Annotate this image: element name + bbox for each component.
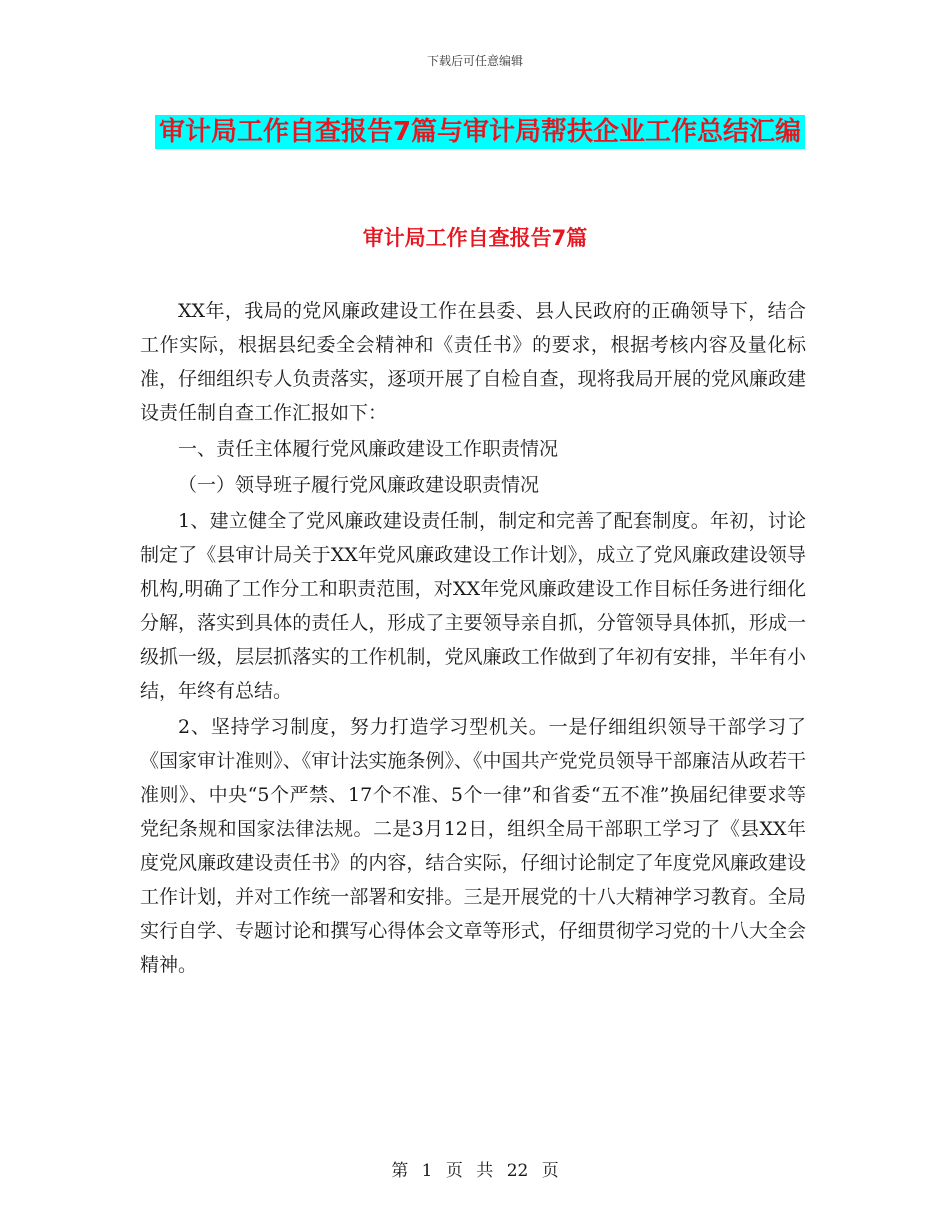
paragraph-item-2: 2、坚持学习制度，努力打造学习型机关。一是仔细组织领导干部学习了《国家审计准则》、《审计法实施条例》、《中国共产党党员领导干部廉洁从政若干准则》、中央“5个严禁、17个不准、5个一律”和省委“五不准”换届纪律要求等党纪条规和国家法律法规。二是3月12日，组织全局干部职工学习了《县XX年度党风廉政建设责任书》的内容，结合实际，仔细讨论制定了年度党风廉政建设工作计划，并对工作统一部署和安排。三是开展党的十八大精神学习教育。全局实行自学、专题讨论和撰写心得体会文章等形式，仔细贯彻学习党的十八大全会精神。: [140, 716, 806, 976]
header-note: 下载后可任意编辑: [426, 54, 523, 68]
paragraph-heading-1: 一、责任主体履行党风廉政建设工作职责情况: [178, 438, 559, 460]
document-body: [140, 294, 806, 982]
page-number-footer: 第 1 页 共 22 页: [391, 1161, 559, 1181]
paragraph-intro: XX年，我局的党风廉政建设工作在县委、县人民政府的正确领导下，结合工作实际，根据县纪委全会精神和《责任书》的要求，根据考核内容及量化标准，仔细组织专人负责落实，逐项开展了自检自查，现将我局开展的党风廉政建设责任制自查工作汇报如下：: [140, 300, 806, 424]
paragraph-item-1: 1、建立健全了党风廉政建设责任制，制定和完善了配套制度。年初，讨论制定了《县审计局关于XX年党风廉政建设工作计划》，成立了党风廉政建设领导机构,明确了工作分工和职责范围，对XX年党风廉政建设工作目标任务进行细化分解，落实到具体的责任人，形成了主要领导亲自抓，分管领导具体抓，形成一级抓一级，层层抓落实的工作机制，党风廉政工作做到了年初有安排，半年有小结，年终有总结。: [140, 510, 806, 702]
section-title: 审计局工作自查报告7篇: [362, 226, 588, 250]
paragraph-subheading-1: （一）领导班子履行党风廉政建设职责情况: [178, 474, 540, 496]
document-title-text: 审计局工作自查报告7篇与审计局帮扶企业工作总结汇编: [155, 115, 805, 149]
document-title: [140, 110, 820, 154]
